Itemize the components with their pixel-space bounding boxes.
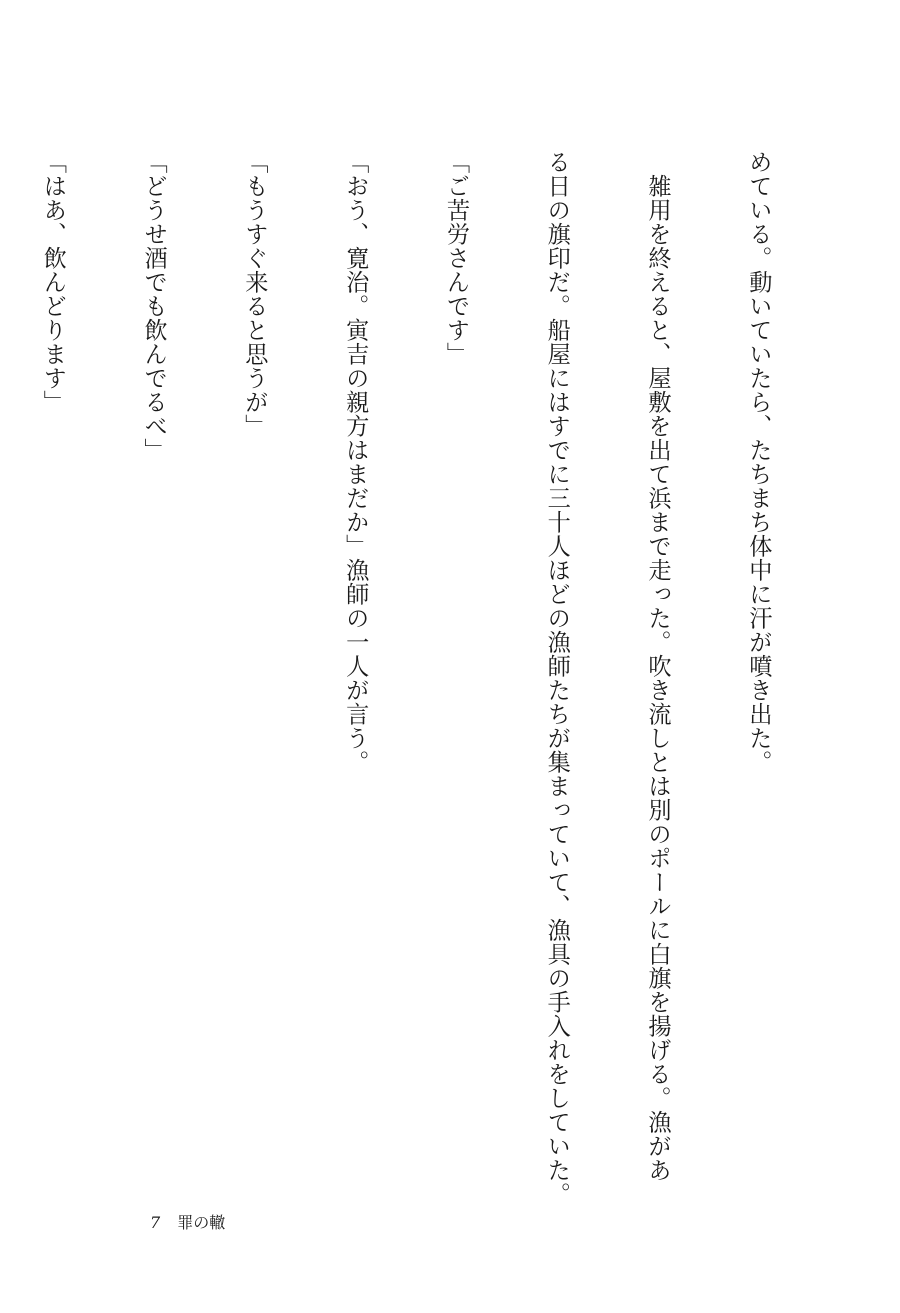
page-footer [150, 1210, 225, 1233]
text-line-6: 「もうすぐ来ると思うが」 [240, 150, 268, 438]
text-line-2: 雑用を終えると、屋敷を出て浜まで走った。吹き流しとは別のポールに白旗を揚げる。漁があ [644, 150, 672, 1182]
text-line-1: めている。動いていたら、たちまち体中に汗が噴き出た。 [744, 150, 772, 774]
text-line-4: 「ご苦労さんです」 [442, 150, 470, 366]
body-text [39, 150, 842, 1206]
book-title: 罪の轍 [177, 1213, 226, 1232]
text-line-3: る日の旗印だ。船屋にはすでに三十人ほどの漁師たちが集まっていて、漁具の手入れをしていた。 [543, 150, 571, 1206]
text-line-5: 「おう、寛治。寅吉の親方はまだか」漁師の一人が言う。 [341, 150, 369, 774]
page-number: 7 [150, 1213, 161, 1232]
text-line-7: 「どうせ酒でも飲んでるべ」 [140, 150, 168, 462]
text-line-8: 「はあ、飲んどります」 [39, 150, 67, 414]
